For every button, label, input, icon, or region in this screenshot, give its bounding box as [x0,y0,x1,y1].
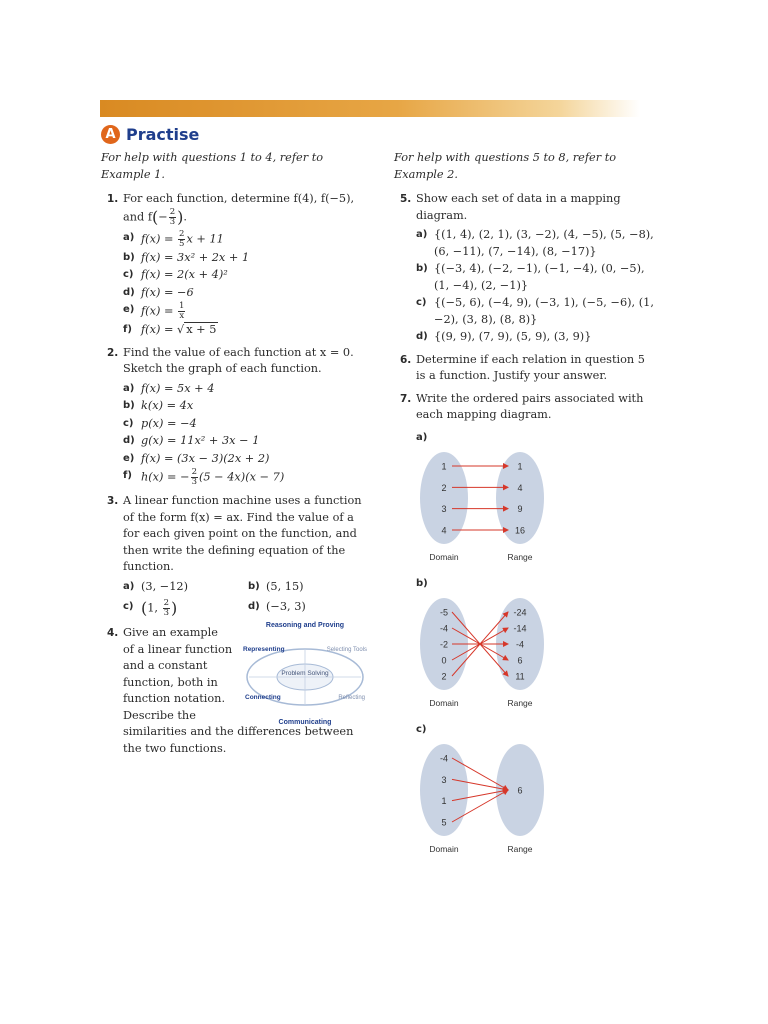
process-label: Representing [243,646,285,653]
question-number: 3. [107,495,119,507]
part [416,295,656,328]
fraction-denominator: x [179,311,185,321]
domain-value: 2 [441,482,447,493]
part-text: p(x) = −4 [141,416,197,430]
question-line: Describe the [123,708,196,722]
question-line: function, both in [123,675,218,689]
process-label: Problem Solving [281,670,329,677]
domain-value: -4 [439,623,449,634]
part [123,250,373,267]
part-text: k(x) = 4x [141,399,194,412]
domain-value: 5 [441,817,447,828]
left-bracket: ( [152,206,159,226]
fraction [163,599,170,618]
part-label: e) [123,452,135,464]
domain-value: 0 [441,655,447,666]
range-label: Range [507,844,533,854]
range-label: Range [507,698,533,708]
part-label: d) [248,601,260,612]
parts-list [123,230,373,339]
part [123,381,373,398]
domain-label: Domain [429,698,459,708]
range-value: 4 [517,482,523,493]
fraction-numerator: 2 [191,467,197,477]
mapping-svg [416,592,556,714]
mapping-diagram-c [416,722,656,866]
part-text: f(x) = 2(x + 4)² [141,268,228,281]
domain-value: -4 [439,753,449,764]
domain-value: -5 [439,607,449,618]
part-lhs: f(x) = [141,232,178,245]
part [123,285,373,302]
part [123,416,373,433]
fraction-denominator: 5 [179,238,185,249]
part-text: f(x) = 5x + 4 [141,381,215,395]
radicand: x + 5 [186,323,217,336]
mapping-svg [416,446,556,568]
domain-value: 1 [441,796,447,807]
range-value: 6 [517,655,523,666]
part-label: b) [248,580,260,592]
process-label: Reasoning and Proving [265,622,345,629]
part [123,468,373,487]
part-rhs: (5 − 4x)(x − 7) [199,470,285,484]
part [123,599,248,618]
part [248,579,373,596]
part-text: {(−3, 4), (−2, −1), (−1, −4), (0, −5), (1, −4), (2, −1)} [434,262,645,292]
part-rhs: x + 11 [186,232,224,245]
question-line: and a constant [123,659,208,672]
diagram-label: c) [416,723,427,735]
left-bracket: ( [141,598,148,618]
domain-label: Domain [429,844,459,854]
range-value: 9 [517,504,523,515]
question-3 [101,493,373,619]
process-label: Connecting [245,694,281,701]
fraction-numerator: 2 [169,206,176,217]
part-label: c) [416,297,427,308]
question-number: 2. [107,346,119,359]
part-label: d) [123,286,135,298]
part-label: a) [123,580,135,592]
parts-list [123,381,373,488]
part-text: 1, [147,601,162,615]
process-label: Selecting Tools [326,647,367,653]
question-stem: For each function, determine f(4), f(−5), and f [123,192,355,223]
part [123,322,373,339]
parts-row [123,579,373,597]
part-text: f(x) = 3x² + 2x + 1 [141,250,250,264]
question-1: 1. For each function, determine f(4), f(−5), and f(− $\frac{2}{3}$ ). a) f(x) = $\frac{2}{5}$ x + 11 b) f(x) = 3x² + 2x + 1 c) f(x) = 2(x + 4)² d) f(x) = −6 e) f(x) = $\frac{1}{x}$ f) f(x) = √ x + 5 [101,191,373,339]
question-number: 6. [400,353,412,366]
question-5 [394,191,656,346]
part-label: b) [416,263,428,274]
question-4 [101,622,373,757]
mapping-svg [416,738,556,860]
help-note-left: For help with questions 1 to 4, refer to Example 1. [101,151,324,181]
question-stem: Write the ordered pairs associated with each mapping diagram. [416,391,644,421]
question-stem: Determine if each relation in question 5 is a function. Justify your answer. [416,352,645,382]
part-text: (−3, 3) [266,600,306,613]
part [123,451,373,468]
part-label: e) [123,304,135,315]
part-label: b) [123,400,135,411]
question-line: of a linear function [123,642,233,656]
section-title: Practise [126,124,200,144]
part-label: f) [123,324,132,335]
range-value: 16 [514,525,526,536]
part [248,599,373,618]
range-value: 1 [517,461,523,472]
part [416,227,656,260]
range-value: -14 [513,623,527,634]
part [123,302,373,321]
range-label: Range [507,552,533,562]
part [123,579,248,596]
right-bracket: ) [171,598,178,618]
mapping-diagram-b [416,576,656,720]
question-stem: Find the value of each function at x = 0. Sketch the graph of each function. [123,345,354,375]
domain-value: 4 [441,525,447,536]
part [123,433,373,450]
stem-arg-sign: − [158,210,168,223]
fraction-numerator: 2 [179,228,185,239]
right-column [394,150,656,866]
part-label: d) [123,435,135,446]
part-text: {(9, 9), (7, 9), (5, 9), (3, 9)} [434,330,592,343]
part-label: c) [123,601,134,612]
range-value: -4 [515,639,525,650]
question-line: similarities and the differences between the two functions. [123,725,354,755]
fraction-denominator: 3 [163,608,170,618]
question-number: 7. [400,392,412,405]
part-lhs: f(x) = [141,304,178,318]
fraction-denominator: 3 [169,216,176,227]
fraction-denominator: 3 [191,477,197,487]
domain-value: 1 [441,461,447,472]
part-label: a) [123,231,135,243]
part-label: b) [123,251,135,263]
part-label: a) [123,382,135,394]
part-lhs: f(x) = √ [141,323,185,336]
domain-value: 3 [441,774,447,785]
question-2 [101,345,373,488]
question-line: Give an example [123,626,218,639]
fraction [169,208,176,227]
section-heading [101,123,199,145]
section-badge: A [101,125,120,144]
parts-row [123,599,373,619]
process-label: Reflecting [338,695,365,701]
part-text: f(x) = −6 [141,285,194,299]
domain-value: 2 [441,671,447,682]
part-label: a) [416,229,428,240]
part [123,267,373,284]
process-label: Communicating [278,719,332,726]
part-lhs: h(x) = − [141,470,190,484]
part-label: c) [123,269,134,280]
part [416,261,656,294]
part [416,329,656,346]
question-stem: A linear function machine uses a function of the form f(x) = ax. Find the value of a for each given point on the function, and then write the defining equation of the function. [123,494,362,573]
domain-label: Domain [429,552,459,562]
domain-value: 3 [441,504,447,515]
question-number: 4. [107,627,119,639]
domain-value: -2 [439,639,449,650]
part-label: c) [123,417,134,429]
question-number: 5. [400,193,412,205]
question-6 [394,352,656,385]
fraction-numerator: 1 [179,301,185,311]
range-value: -24 [513,607,527,618]
part-text: (5, 15) [266,579,304,593]
mapping-diagram-a [416,430,656,574]
range-value: 11 [515,671,525,682]
part [123,230,373,249]
part-text: {(−5, 6), (−4, 9), (−3, 1), (−5, −6), (1, −2), (3, 8), (8, 8)} [434,296,654,326]
fraction [191,468,198,487]
left-column [101,150,373,763]
part-text: (3, −12) [141,579,189,593]
fraction [178,230,185,249]
processes-diagram [241,617,369,729]
question-number: 1. [107,193,119,205]
question-line: function notation. [123,692,226,705]
right-bracket: ) [177,206,184,226]
part-text: g(x) = 11x² + 3x − 1 [141,434,260,447]
diagram-label: b) [416,577,428,589]
fraction [178,302,185,321]
fraction-numerator: 2 [163,598,170,608]
diagram-label: a) [416,431,428,443]
section-header-band [100,100,640,117]
range-value: 6 [517,785,523,796]
help-note-right: For help with questions 5 to 8, refer to Example 2. [394,151,617,181]
part-text: f(x) = (3x − 3)(2x + 2) [141,451,270,465]
part [123,398,373,415]
part-label: f) [123,470,132,481]
part-text: {(1, 4), (2, 1), (3, −2), (4, −5), (5, −8), (6, −11), (7, −14), (8, −17)} [434,228,654,258]
part-label: d) [416,331,428,342]
parts-list [416,227,656,346]
question-stem: Show each set of data in a mapping diagram. [416,192,621,222]
question-7 [394,391,656,424]
